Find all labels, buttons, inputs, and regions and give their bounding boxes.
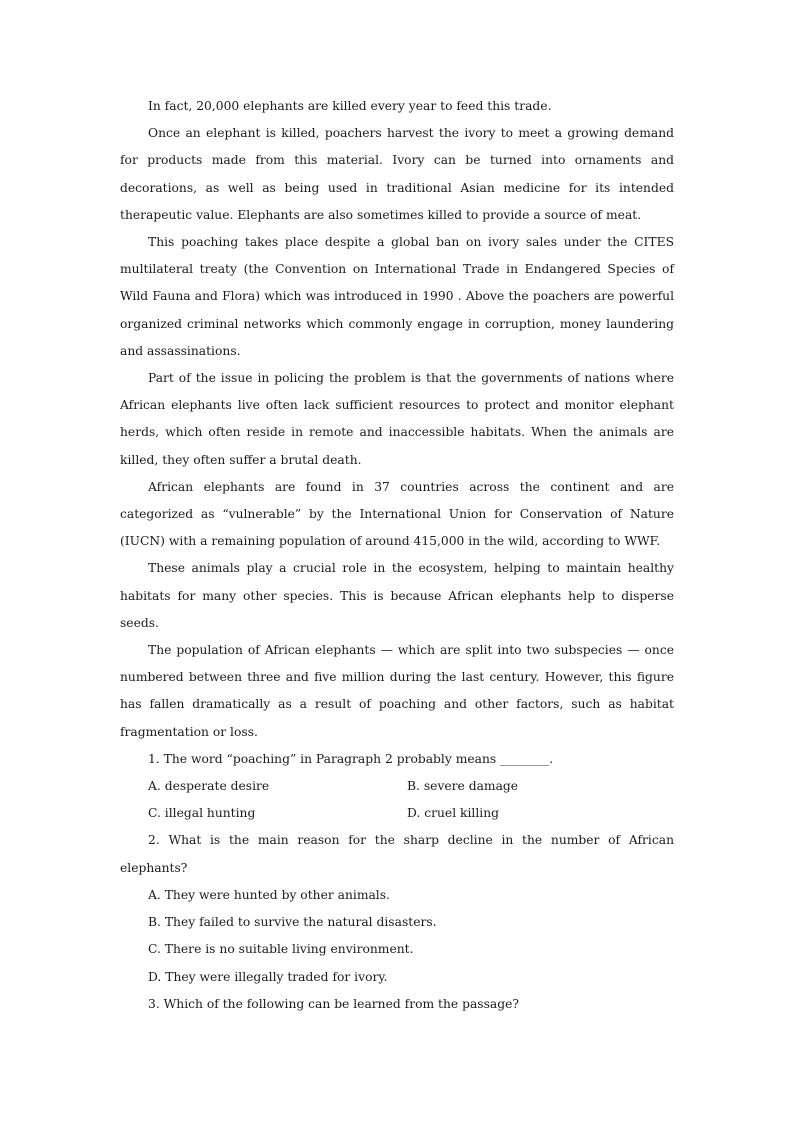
document-page — [120, 93, 674, 1018]
paragraph-6: These animals play a crucial role in the ecosystem, helping to maintain healthy habitats for many other species. This is because African elephants help to disperse seeds. — [120, 561, 674, 630]
question-2-option-b: B. They failed to survive the natural disasters. — [148, 915, 437, 930]
question-1 — [120, 746, 674, 828]
question-1-option-d: D. cruel killing — [407, 806, 500, 821]
question-1-options — [120, 773, 674, 827]
question-3-stem: 3. Which of the following can be learned from the passage? — [148, 996, 519, 1011]
paragraph-1: In fact, 20,000 elephants are killed every year to feed this trade. — [148, 99, 552, 113]
question-1-option-c: C. illegal hunting — [148, 806, 256, 821]
question-1-option-b: B. severe damage — [407, 779, 519, 794]
paragraph-7: The population of African elephants — which are split into two subspecies — once numbered between three and five million during the last century. However, this figure has fallen dramatically as a result of poaching and other factors, such as habitat fragmentation or loss. — [120, 643, 674, 739]
question-2-option-a: A. They were hunted by other animals. — [148, 887, 390, 902]
question-1-option-a: A. desperate desire — [148, 779, 270, 794]
question-2-option-c: C. There is no suitable living environment. — [148, 942, 414, 957]
question-3 — [120, 991, 674, 1018]
paragraph-2: Once an elephant is killed, poachers harvest the ivory to meet a growing demand for products made from this material. Ivory can be turned into ornaments and decorations, as well as being used in traditional Asian medicine for its intended therapeutic value. Elephants are also sometimes killed to provide a source of meat. — [120, 126, 674, 222]
question-1-stem: 1. The word “poaching” in Paragraph 2 probably means ________. — [148, 751, 554, 766]
paragraph-3: This poaching takes place despite a global ban on ivory sales under the CITES multilateral treaty (the Convention on International Trade in Endangered Species of Wild Fauna and Flora) which was introduced in 1990 . Above the poachers are powerful organized criminal networks which commonly engage in corruption, money laundering and assassinations. — [120, 235, 674, 358]
question-2-option-d: D. They were illegally traded for ivory. — [148, 969, 388, 984]
paragraph-5: African elephants are found in 37 countries across the continent and are categorized as “vulnerable” by the International Union for Conservation of Nature (IUCN) with a remaining population of around 415,000 in the wild, according to WWF. — [120, 479, 674, 549]
question-2 — [120, 827, 674, 990]
paragraph-4: Part of the issue in policing the problem is that the governments of nations where African elephants live often lack sufficient resources to protect and monitor elephant herds, which often reside in remote and inaccessible habitats. When the animals are killed, they often suffer a brutal death. — [120, 371, 674, 467]
question-2-stem: 2. What is the main reason for the sharp decline in the number of African elephants? — [120, 833, 674, 875]
